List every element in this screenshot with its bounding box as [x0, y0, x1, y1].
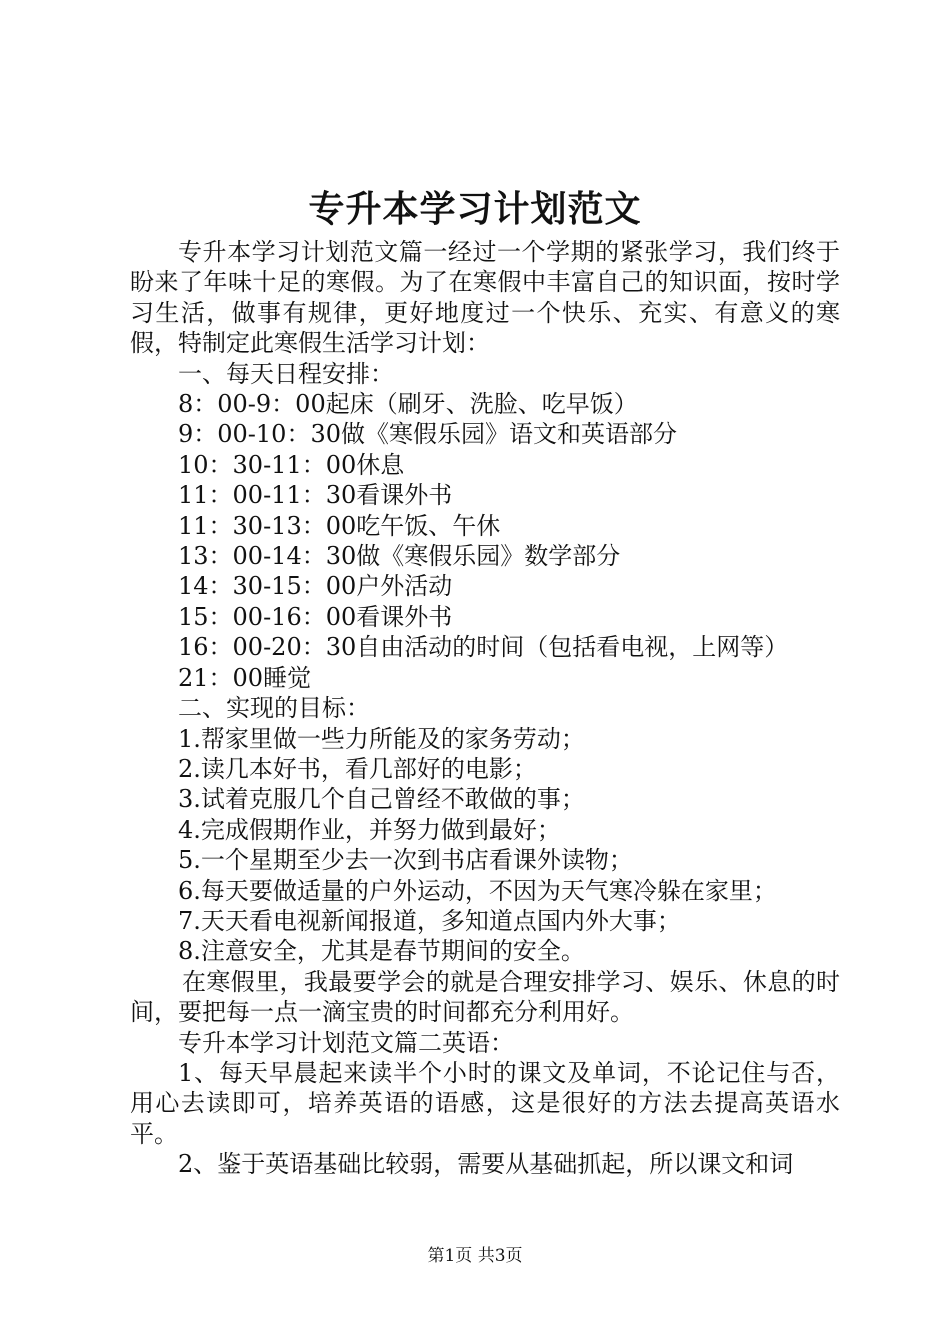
goal-item: 3.试着克服几个自己曾经不敢做的事； [178, 785, 585, 814]
schedule-item: 16：00-20：30自由活动的时间（包括看电视，上网等） [178, 633, 789, 662]
schedule-item: 8：00-9：00起床（刷牙、洗脸、吃早饭） [178, 390, 638, 419]
schedule-item: 11：30-13：00吃午饭、午休 [178, 511, 501, 540]
english-point-1: 1、每天早晨起来读半个小时的课文及单词，不论记住与否，用心去读即可，培养英语的语感，这是很好的方法去提高英语水平。 [130, 1058, 840, 1148]
document-body [130, 237, 840, 1180]
goal-item: 6.每天要做适量的户外运动，不因为天气寒冷躲在家里； [178, 876, 777, 905]
goal-item: 5.一个星期至少去一次到书店看课外读物； [178, 846, 633, 875]
goal-item: 2.读几本好书，看几部好的电影； [178, 754, 537, 783]
schedule-item: 15：00-16：00看课外书 [178, 602, 453, 631]
schedule-item: 13：00-14：30做《寒假乐园》数学部分 [178, 542, 621, 571]
schedule-item: 21：00睡觉 [178, 663, 312, 692]
schedule-item: 9：00-10：30做《寒假乐园》语文和英语部分 [178, 420, 677, 449]
goal-item: 8.注意安全，尤其是春节期间的安全。 [178, 937, 585, 966]
section-heading-goals: 二、实现的目标： [178, 694, 370, 723]
goal-item: 7.天天看电视新闻报道，多知道点国内外大事； [178, 906, 681, 935]
schedule-item: 14：30-15：00户外活动 [178, 572, 453, 601]
english-point-2: 2、鉴于英语基础比较弱，需要从基础抓起，所以课文和词 [178, 1150, 794, 1179]
schedule-item: 11：00-11：30看课外书 [178, 481, 453, 510]
goal-item: 1.帮家里做一些力所能及的家务劳动； [178, 724, 585, 753]
goal-item: 4.完成假期作业，并努力做到最好； [178, 815, 561, 844]
page-footer: 第1页 共3页 [427, 1246, 523, 1266]
schedule-item: 10：30-11：00休息 [178, 450, 405, 479]
section-heading-schedule: 一、每天日程安排： [178, 359, 394, 388]
conclusion-paragraph: 在寒假里，我最要学会的就是合理安排学习、娱乐、休息的时间，要把每一点一滴宝贵的时间都充分利用好。 [130, 967, 840, 1027]
part2-heading: 专升本学习计划范文篇二英语： [178, 1028, 514, 1057]
page-title: 专升本学习计划范文 [308, 188, 642, 230]
intro-paragraph: 专升本学习计划范文篇一经过一个学期的紧张学习，我们终于盼来了年味十足的寒假。为了在寒假中丰富自己的知识面，按时学习生活，做事有规律，更好地度过一个快乐、充实、有意义的寒假，特制定此寒假生活学习计划： [130, 238, 840, 358]
